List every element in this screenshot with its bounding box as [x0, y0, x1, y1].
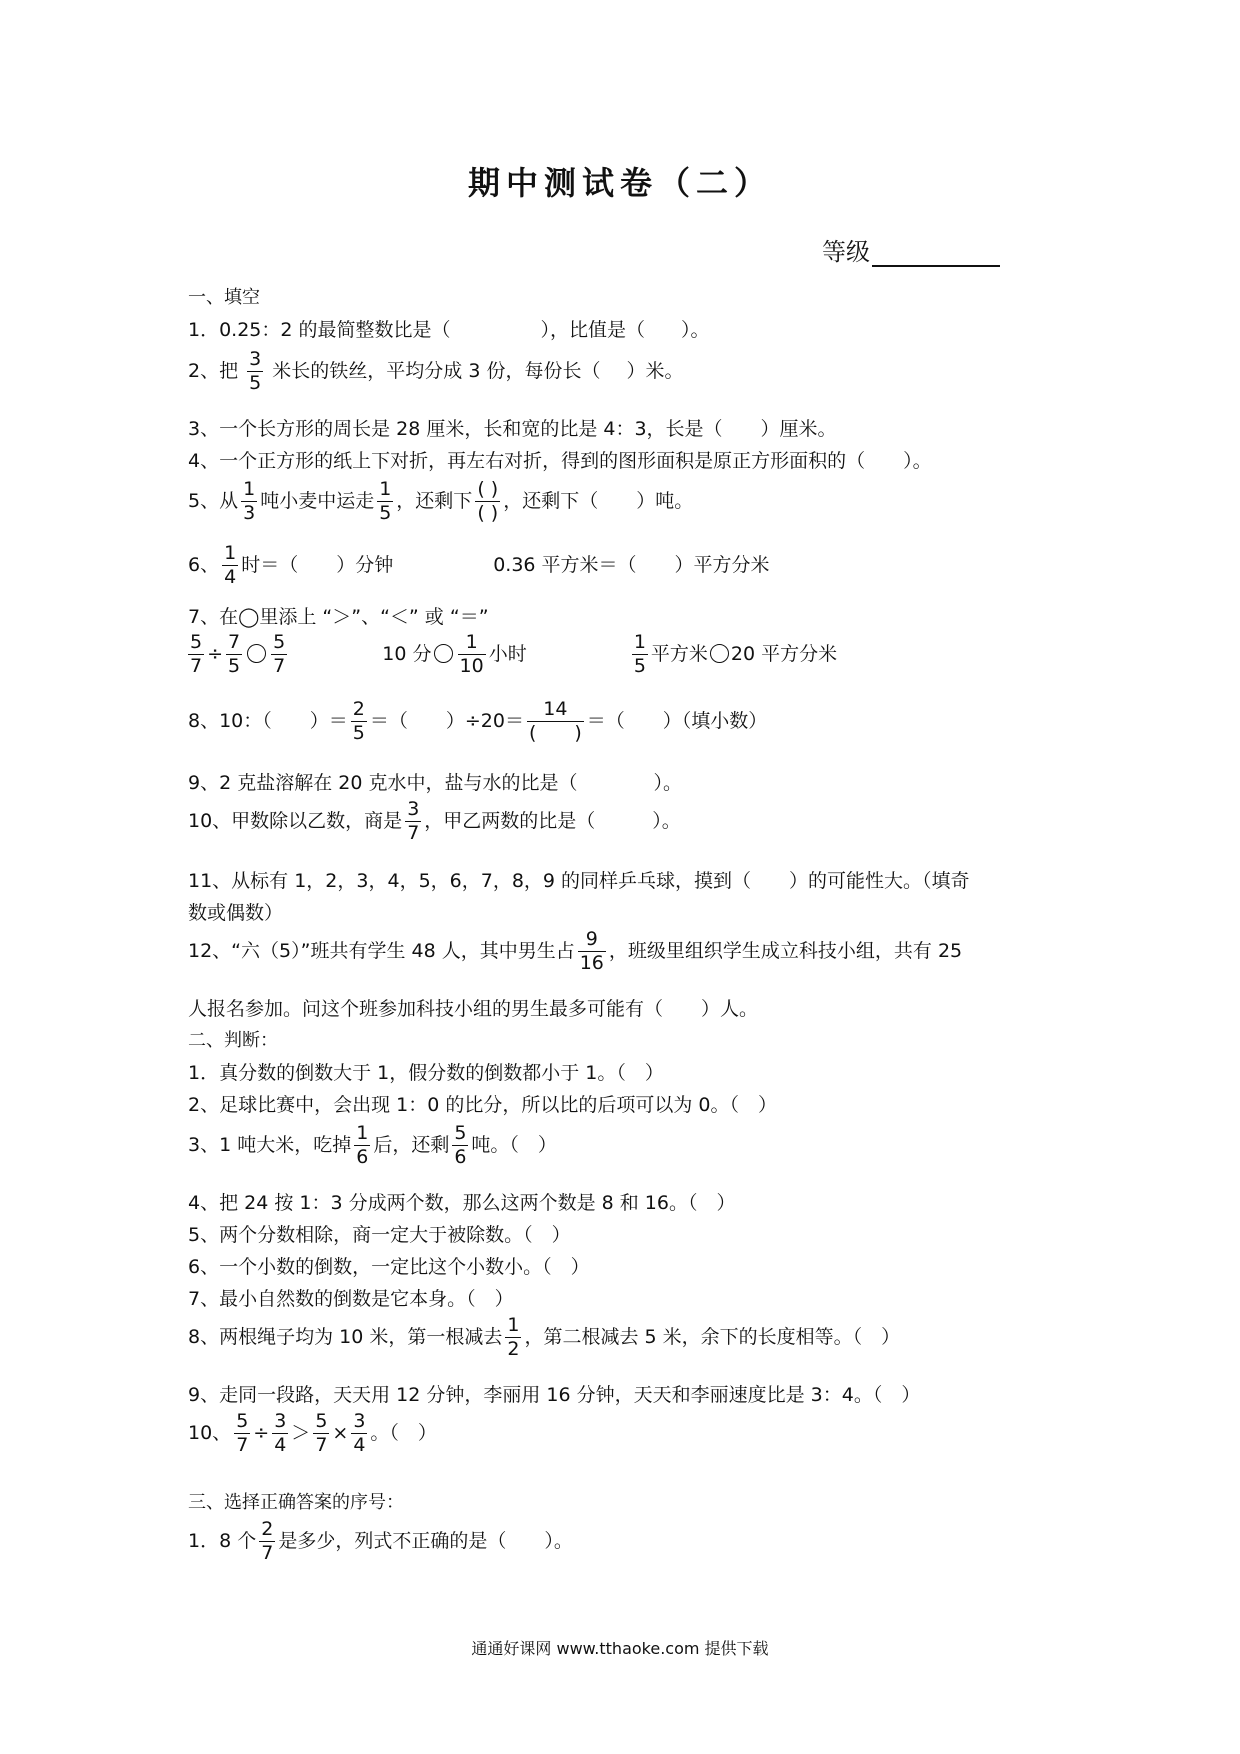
fraction-numerator: 14: [527, 700, 584, 722]
fraction-numerator: 5: [454, 1122, 467, 1144]
fill-q8: [188, 700, 767, 743]
fill-q5-part-a: 5、从: [188, 490, 239, 512]
fraction-numerator: 1: [458, 633, 486, 655]
fill-q2-part-c: ）米。: [626, 360, 684, 382]
fraction: [354, 1124, 370, 1167]
judge-q10-part-a: 10、: [188, 1422, 232, 1444]
fraction-numerator: 1: [224, 542, 237, 564]
fraction-numerator: 1: [243, 478, 256, 500]
fill-q1: [188, 315, 710, 342]
fraction: [313, 1412, 329, 1455]
fraction: [458, 633, 486, 676]
fill-q7-e3-part-b: 平方米: [650, 643, 708, 665]
fill-q2-part-a: 2、把: [188, 360, 239, 382]
fraction-denominator: 7: [273, 655, 286, 677]
fraction: [527, 700, 584, 743]
fraction-denominator: 5: [352, 722, 365, 744]
fill-q6-part-a: 6、: [188, 554, 220, 576]
fraction-denominator: 7: [236, 1434, 249, 1456]
divide-sign: ÷: [207, 643, 224, 665]
fill-q7-e2-part-b: 小时: [488, 643, 527, 665]
fill-q8-part-b: ＝（ ）÷20＝: [369, 710, 524, 732]
fraction-numerator: 5: [190, 631, 203, 653]
fraction-denominator: 2: [507, 1338, 520, 1360]
fraction-numerator: 3: [353, 1410, 366, 1432]
fraction: [241, 480, 257, 523]
fill-q1-part-c: ）。: [681, 319, 710, 341]
divide-sign: ÷: [253, 1422, 270, 1444]
comparison-circle[interactable]: [434, 644, 453, 663]
fraction-denominator: 5: [228, 655, 241, 677]
fill-q2-part-b: 米长的铁丝，平均分成 3 份，每份长（: [272, 360, 601, 382]
fraction-numerator: 1: [507, 1314, 520, 1336]
judge-q2: 2、足球比赛中，会出现 1：0 的比分，所以比的后项可以为 0。（ ）: [188, 1094, 777, 1116]
fill-q8-part-c: ＝（ ）（填小数）: [586, 710, 768, 732]
fraction-denominator: 4: [353, 1434, 366, 1456]
fraction-denominator: 4: [224, 566, 237, 588]
fraction: [272, 1412, 288, 1455]
fraction-denominator: 5: [249, 372, 262, 394]
fraction: [188, 633, 204, 676]
fill-q10-part-a: 10、甲数除以乙数，商是: [188, 810, 403, 832]
fill-q6-part-b: 时＝（ ）分钟: [241, 554, 394, 576]
fill-q7-expressions: [188, 633, 837, 676]
fill-q11-line2: 数或偶数）: [188, 902, 284, 924]
judge-q7: 7、最小自然数的倒数是它本身。（ ）: [188, 1288, 514, 1310]
fraction: [226, 633, 242, 676]
fill-q11-line1: 11、从标有 1，2，3，4，5，6，7，8，9 的同样乒乓球，摸到（ ）的可能性大。（填奇: [188, 870, 970, 892]
fraction-denominator: 10: [459, 655, 484, 677]
fill-q6: [188, 544, 770, 587]
fraction: [578, 930, 606, 973]
blank-fraction: [475, 480, 500, 523]
choice-q1: [188, 1520, 573, 1563]
judge-q10: [188, 1412, 437, 1455]
fraction-denominator: 5: [379, 502, 392, 524]
judge-q6: 6、一个小数的倒数，一定比这个小数小。（ ）: [188, 1256, 590, 1278]
greater-than-sign: ＞: [291, 1422, 311, 1444]
fraction: [351, 700, 367, 743]
fill-q5-part-b: 吨小麦中运走: [260, 490, 375, 512]
judge-q8-part-b: ，第二根减去 5 米，余下的长度相等。（ ）: [524, 1326, 901, 1348]
fill-q10-part-b: ，甲乙两数的比是（ ）。: [424, 810, 681, 832]
choice-q1-part-a: 1．8 个: [188, 1530, 257, 1552]
fraction-numerator: 2: [261, 1518, 274, 1540]
fill-q8-part-a: 8、10：（ ）＝: [188, 710, 348, 732]
choice-q1-part-b: 是多少，列式不正确的是（ ）。: [278, 1530, 573, 1552]
judge-q3: [188, 1124, 557, 1167]
fraction: [632, 633, 648, 676]
fill-q2: [188, 350, 683, 393]
fraction-numerator: 7: [228, 631, 241, 653]
grade-field: [822, 232, 1000, 267]
fraction-numerator: ( ): [477, 478, 499, 500]
judge-q3-part-c: 吨。（ ）: [471, 1134, 557, 1156]
judge-q4: 4、把 24 按 1：3 分成两个数，那么这两个数是 8 和 16。（ ）: [188, 1192, 736, 1214]
section-2-heading: 二、判断：: [188, 1030, 278, 1051]
fill-q12-part-b: ，班级里组织学生成立科技小组，共有 25: [608, 940, 963, 962]
judge-q8: [188, 1316, 900, 1359]
fraction-denominator: 6: [356, 1146, 369, 1168]
fill-q4: 4、一个正方形的纸上下对折，再左右对折，得到的图形面积是原正方形面积的（ ）。: [188, 450, 932, 472]
fill-q1-part-a: 1．0.25：2 的最简整数比是（: [188, 319, 451, 341]
fill-q1-part-b: ），比值是（: [540, 319, 646, 341]
judge-q1: 1．真分数的倒数大于 1，假分数的倒数都小于 1。（ ）: [188, 1062, 664, 1084]
fraction-numerator: 3: [274, 1410, 287, 1432]
fraction: [271, 633, 287, 676]
footer-source: 通通好课网 www.tthaoke.com 提供下载: [471, 1639, 769, 1658]
fraction-denominator: 5: [633, 655, 646, 677]
fraction-numerator: 1: [379, 478, 392, 500]
fill-q7-instruction: 7、在◯里添上 “＞”、“＜” 或 “＝”: [188, 606, 489, 628]
fraction: [377, 480, 393, 523]
fraction-numerator: 5: [315, 1410, 328, 1432]
fraction-denominator: ( ): [477, 502, 499, 524]
fraction-denominator: 6: [454, 1146, 467, 1168]
fraction-denominator: 7: [407, 822, 420, 844]
multiply-sign: ×: [332, 1422, 349, 1444]
fraction-denominator: 7: [261, 1542, 274, 1564]
fill-q12-part-a: 12、“六（5）”班共有学生 48 人，其中男生占: [188, 940, 575, 962]
fill-q12: [188, 930, 962, 973]
fill-q7-e3-part-c: 20 平方分米: [730, 643, 838, 665]
fill-q10: [188, 800, 681, 843]
fraction-numerator: 3: [407, 798, 420, 820]
fraction-numerator: 1: [633, 631, 646, 653]
section-3-heading: 三、选择正确答案的序号：: [188, 1492, 404, 1513]
fraction-denominator: 4: [274, 1434, 287, 1456]
page-title: 期中测试卷（二）: [467, 164, 772, 202]
comparison-circle[interactable]: [247, 644, 266, 663]
fill-q3: 3、一个长方形的周长是 28 厘米，长和宽的比是 4：3，长是（ ）厘米。: [188, 418, 837, 440]
fraction-numerator: 2: [352, 698, 365, 720]
fraction: [259, 1520, 275, 1563]
grade-blank-line: [872, 239, 1000, 267]
fraction: [405, 800, 421, 843]
judge-q3-part-a: 3、1 吨大米，吃掉: [188, 1134, 352, 1156]
judge-q5: 5、两个分数相除，商一定大于被除数。（ ）: [188, 1224, 571, 1246]
section-1-heading: 一、填空: [188, 287, 260, 308]
fraction-numerator: 5: [273, 631, 286, 653]
fraction: [234, 1412, 250, 1455]
fraction-denominator: 7: [315, 1434, 328, 1456]
fill-q7-e2-part-a: 10 分: [382, 643, 432, 665]
fill-q5-part-c: ，还剩下: [396, 490, 473, 512]
fill-q6-part-c: 0.36 平方米＝（ ）平方分米: [493, 554, 770, 576]
fraction-denominator: 16: [579, 952, 604, 974]
judge-q8-part-a: 8、两根绳子均为 10 米，第一根减去: [188, 1326, 503, 1348]
fill-q5-part-d: ，还剩下（ ）吨。: [503, 490, 694, 512]
judge-q3-part-b: 后，还剩: [373, 1134, 450, 1156]
fraction-denominator: 7: [190, 655, 203, 677]
grade-label: 等级: [822, 238, 870, 266]
fraction-denominator: ( ): [528, 722, 582, 744]
judge-q10-part-b: 。（ ）: [370, 1422, 437, 1444]
comparison-circle[interactable]: [710, 644, 729, 663]
fill-q5: [188, 480, 693, 523]
fraction: [222, 544, 238, 587]
fill-q9: 9、2 克盐溶解在 20 克水中，盐与水的比是（ ）。: [188, 772, 682, 794]
fraction: [247, 350, 263, 393]
fraction: [351, 1412, 367, 1455]
fraction-denominator: 3: [243, 502, 256, 524]
fraction-numerator: 1: [356, 1122, 369, 1144]
fill-q12-line2: 人报名参加。问这个班参加科技小组的男生最多可能有（ ）人。: [188, 998, 759, 1020]
fraction: [505, 1316, 521, 1359]
fraction-numerator: 5: [236, 1410, 249, 1432]
judge-q9: 9、走同一段路，天天用 12 分钟，李丽用 16 分钟，天天和李丽速度比是 3：4。（ ）: [188, 1384, 921, 1406]
fraction: [452, 1124, 468, 1167]
fraction-numerator: 3: [249, 348, 262, 370]
fraction-numerator: 9: [578, 930, 606, 952]
